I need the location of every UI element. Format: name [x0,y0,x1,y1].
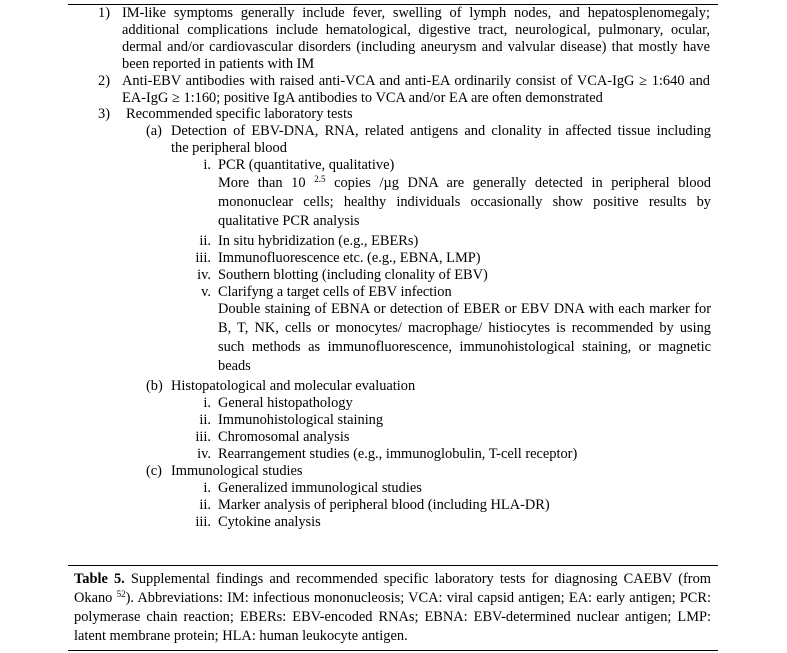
caption-line-1: Table 5. Supplemental findings and recommended specific laboratory tests for diagnosing CAEBV (from [74,571,711,587]
item-3a-iv-number: iv. [197,267,211,283]
item-3c-ii-number: ii. [199,497,211,513]
item-2-number: 2) [98,73,110,89]
item-3b-ii-number: ii. [199,412,211,428]
item-3b-ii-label: Immunohistological staining [218,412,384,428]
item-3a-iii-label: Immunofluorescence etc. (e.g., EBNA, LMP) [218,250,481,266]
item-3c-iii-number: iii. [195,514,211,530]
caption-label: Table 5. [74,571,125,587]
caption-line-4: latent membrane protein; HLA: human leukocyte antigen. [74,628,408,644]
item-1-line-1: IM-like symptoms generally include fever, swelling of lymph nodes, and hepatosplenomegaly; [122,5,710,21]
item-3-number: 3) [98,106,110,122]
table-caption [68,565,718,651]
item-3b-label: Histopatological and molecular evaluation [171,378,416,394]
v-desc-line-3: such methods as immunofluorescence, immunohistological staining, or magnetic [218,339,711,355]
item-3a-v-label: Clarifyng a target cells of EBV infection [218,284,452,300]
item-3c-number: (c) [146,463,162,479]
v-desc-line-1: Double staining of EBNA or detection of EBER or EBV DNA with each marker for [218,301,711,317]
item-3a-v-number: v. [201,284,211,300]
item-3a-number: (a) [146,123,162,139]
item-3a-i-label: PCR (quantitative, qualitative) [218,157,395,173]
caption-line-3: polymerase chain reaction; EBERs: EBV-encoded RNAs; EBNA: EBV-determined nuclear antigen; LMP: [74,609,711,625]
item-3a-ii-label: In situ hybridization (e.g., EBERs) [218,233,419,249]
item-3c-label: Immunological studies [171,463,303,479]
item-3a-ii-number: ii. [199,233,211,249]
item-2-line-2: EA-IgG ≥ 1:160; positive IgA antibodies to VCA and/or EA are often demonstrated [122,90,603,106]
item-3b-iv-number: iv. [197,446,211,462]
item-1-line-2: additional complications include hematological, digestive tract, neurological, pulmonary, ocular, [122,22,710,38]
pcr-desc-line-3: qualitative PCR analysis [218,213,360,229]
item-1-line-3: dermal and/or cardiovascular disorders (including aneurysm and valvular disease) that mostly have [122,39,710,55]
item-3b-iii-number: iii. [195,429,211,445]
item-3c-i-number: i. [203,480,211,496]
item-3c-iii-label: Cytokine analysis [218,514,321,530]
pcr-desc-line-1: More than 10 $^{2.5}$ copies /µg DNA are generally detected in peripheral blood [218,174,711,191]
item-2-line-1: Anti-EBV antibodies with raised anti-VCA and anti-EA ordinarily consist of VCA-IgG ≥ 1:640 and [122,73,710,89]
item-3b-i-label: General histopathology [218,395,353,411]
item-3b-i-number: i. [203,395,211,411]
item-3a-line-1: Detection of EBV-DNA, RNA, related antigens and clonality in affected tissue including [171,123,711,139]
item-3c-i-label: Generalized immunological studies [218,480,422,496]
item-1-number: 1) [98,5,110,21]
pcr-desc-line-2: mononuclear cells; healthy individuals occasionally show positive results by [218,194,711,210]
caption-line-2: Okano $^{52}$). Abbreviations: IM: infectious mononucleosis; VCA: viral capsid antigen; EA: early antigen; PCR: [74,589,711,606]
item-3a-i-number: i. [203,157,211,173]
item-3a-iv-label: Southern blotting (including clonality of EBV) [218,267,488,283]
item-3a-line-2: the peripheral blood [171,140,287,156]
item-3c-ii-label: Marker analysis of peripheral blood (including HLA-DR) [218,497,550,513]
item-3b-iii-label: Chromosomal analysis [218,429,350,445]
item-3a-iii-number: iii. [195,250,211,266]
item-3-label: Recommended specific laboratory tests [126,106,353,122]
item-1-line-4: been reported in patients with IM [122,56,315,72]
item-3b-number: (b) [146,378,163,394]
v-desc-line-4: beads [218,358,251,374]
item-3b-iv-label: Rearrangement studies (e.g., immunoglobulin, T-cell receptor) [218,446,578,462]
v-desc-line-2: B, T, NK, cells or monocytes/ macrophage/ histiocytes is recommended by using [218,320,711,336]
